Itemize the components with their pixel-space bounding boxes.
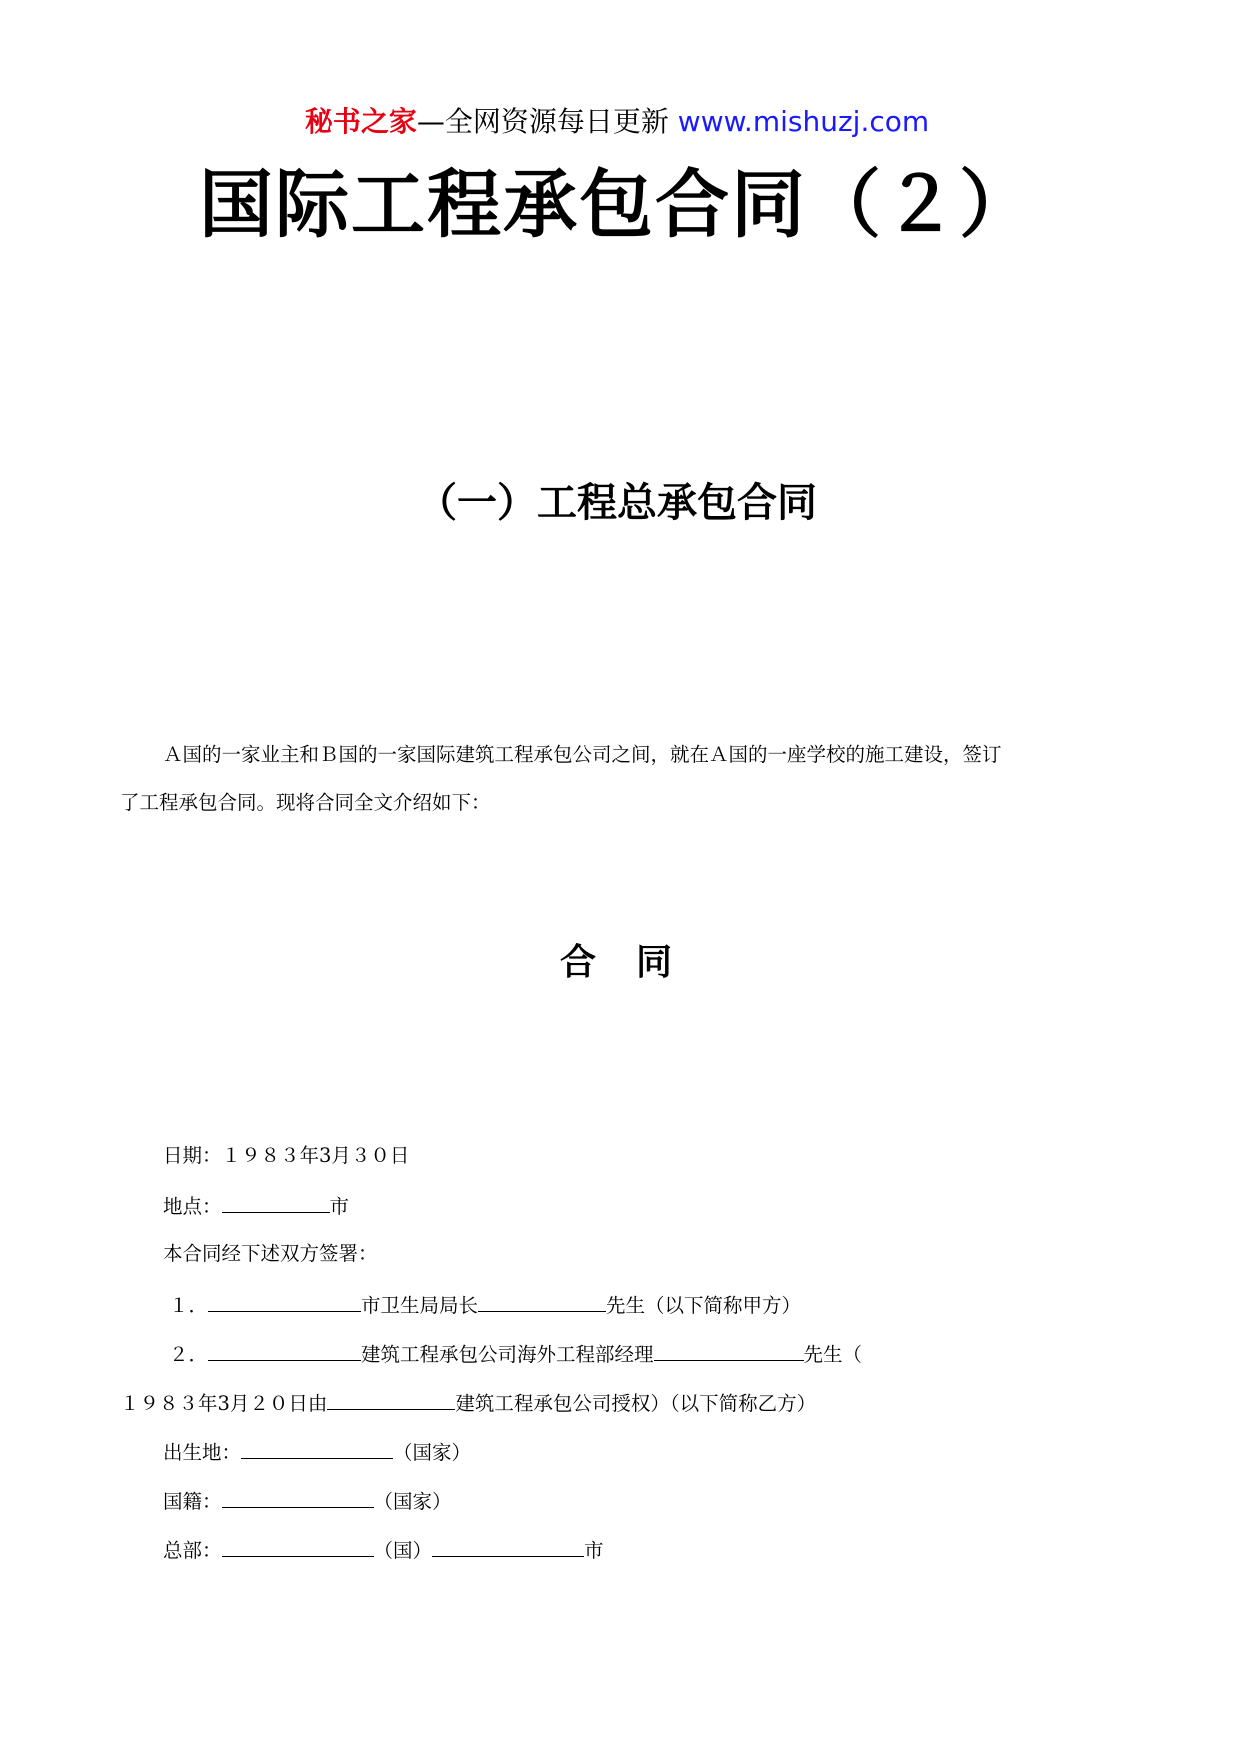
party2-number: ２．: [169, 1343, 209, 1366]
hq-country-blank: [222, 1534, 374, 1557]
headquarters-line: [163, 1534, 604, 1566]
party1-line: [163, 1289, 801, 1321]
source-banner: [0, 102, 1234, 142]
nationality-label: 国籍：: [163, 1490, 222, 1513]
intro-line-1: Ａ国的一家业主和Ｂ国的一家国际建筑工程承包公司之间，就在Ａ国的一座学校的施工建设，签订: [163, 743, 1002, 766]
place-label: 地点：: [163, 1195, 222, 1218]
birthplace-line: [163, 1436, 471, 1468]
party2-line-2: [120, 1387, 816, 1419]
party1-number: １．: [169, 1294, 209, 1317]
banner-slogan: —全网资源每日更新: [416, 105, 669, 138]
hq-label: 总部：: [163, 1539, 222, 1562]
place-suffix: 市: [329, 1195, 350, 1218]
party2-company-blank: [208, 1338, 361, 1361]
nationality-blank: [222, 1485, 374, 1508]
hq-city-blank: [432, 1534, 584, 1557]
birthplace-suffix: （国家）: [393, 1441, 472, 1464]
hq-mid: （国）: [373, 1539, 433, 1562]
nationality-suffix: （国家）: [373, 1490, 452, 1513]
intro-paragraph: [120, 740, 1120, 818]
section-title: （一）工程总承包合同: [417, 479, 817, 526]
party2-authorizer-blank: [327, 1387, 455, 1410]
party1-city-blank: [208, 1289, 361, 1312]
party1-end: 先生（以下简称甲方）: [606, 1294, 802, 1317]
place-line: [163, 1190, 349, 1222]
birthplace-blank: [241, 1436, 393, 1459]
intro-line-2: 了工程承包合同。现将合同全文介绍如下：: [120, 791, 491, 814]
date-line: 日期：１９８３年3月３０日: [163, 1144, 410, 1167]
document-title: 国际工程承包合同（２）: [199, 162, 1035, 248]
party2-end: 先生（: [803, 1343, 863, 1366]
party2-line: [163, 1338, 862, 1370]
party2-name-blank: [654, 1338, 804, 1361]
party2-title: 建筑工程承包公司海外工程部经理: [361, 1343, 654, 1366]
banner-brand: 秘书之家: [304, 105, 417, 138]
party2-authorization-date: １９８３年3月２０日由: [120, 1392, 328, 1415]
party1-name-blank: [478, 1289, 606, 1312]
party2-authorization-end: 建筑工程承包公司授权）（以下简称乙方）: [455, 1392, 817, 1415]
nationality-line: [163, 1485, 452, 1517]
place-blank: [222, 1190, 330, 1213]
signing-intro: 本合同经下述双方签署：: [163, 1242, 378, 1265]
banner-url[interactable]: www.mishuzj.com: [677, 105, 930, 138]
contract-heading: 合 同: [559, 941, 674, 983]
party1-title: 市卫生局局长: [361, 1294, 479, 1317]
hq-suffix: 市: [584, 1539, 604, 1562]
birthplace-label: 出生地：: [163, 1441, 242, 1464]
